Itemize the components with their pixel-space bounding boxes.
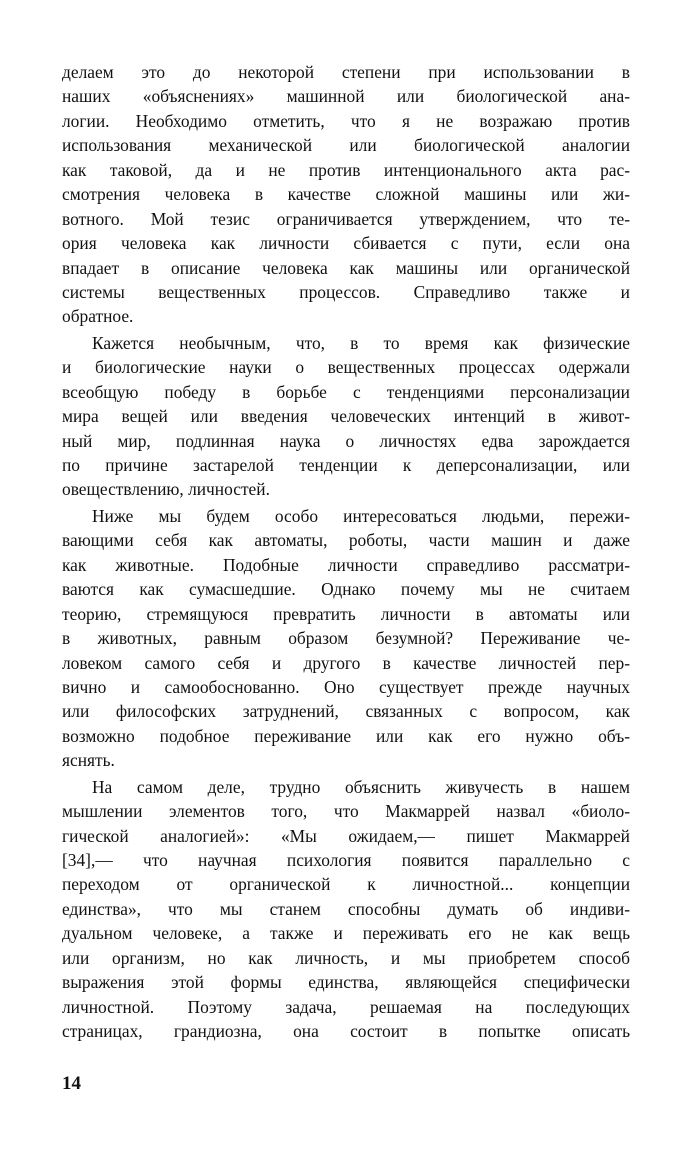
text-line: возможно подобное переживание или как его нужно объ- bbox=[62, 725, 630, 746]
text-line: наших «объяснениях» машинной или биологической ана- bbox=[62, 86, 630, 107]
text-line: в животных, равным образом безумной? Переживание че- bbox=[62, 628, 630, 649]
text-line: яснять. bbox=[62, 750, 115, 771]
text-line: делаем это до некоторой степени при использовании в bbox=[62, 62, 630, 82]
text-line: как животные. Подобные личности справедливо рассматри- bbox=[62, 554, 630, 575]
text-line: мира вещей или введения человеческих интенций в живот- bbox=[62, 406, 630, 427]
text-line: логии. Необходимо отметить, что я не возражаю против bbox=[62, 110, 630, 131]
text-line: системы вещественных процессов. Справедливо также и bbox=[62, 281, 630, 302]
text-line: Кажется необычным, что, в то время как физические bbox=[92, 332, 630, 353]
text-line: ваются как сумасшедшие. Однако почему мы не считаем bbox=[62, 579, 630, 600]
text-line: единства», что мы станем способны думать об индиви- bbox=[62, 898, 630, 919]
body-text bbox=[62, 60, 630, 1044]
text-line: как таковой, да и не против интенционального акта рас- bbox=[62, 159, 630, 180]
text-line: по причине застарелой тенденции к деперсонализации, или bbox=[62, 455, 630, 475]
text-line: теорию, стремящуюся превратить личности в автоматы или bbox=[62, 603, 630, 624]
text-line: Ниже мы будем особо интересоваться людьми, пережи- bbox=[92, 505, 630, 526]
text-line: вично и самообоснованно. Оно существует прежде научных bbox=[62, 676, 630, 697]
text-line: страницах, грандиозна, она состоит в попытке описать bbox=[62, 1021, 630, 1042]
text-line: дуальном человеке, а также и переживать его не как вещь bbox=[62, 923, 630, 944]
text-line: [34],— что научная психология появится параллельно с bbox=[62, 850, 630, 870]
text-line: выражения этой формы единства, являющейся специфически bbox=[62, 972, 630, 993]
text-line: всеобщую победу в борьбе с тенденциями персонализации bbox=[62, 381, 630, 402]
text-line: вотного. Мой тезис ограничивается утверждением, что те- bbox=[62, 208, 630, 229]
text-line: переходом от органической к личностной... концепции bbox=[62, 874, 630, 895]
text-line: овеществлению, личностей. bbox=[62, 479, 270, 500]
text-line: обратное. bbox=[62, 306, 134, 327]
text-line: гической аналогией»: «Мы ожидаем,— пишет Макмаррей bbox=[62, 825, 630, 846]
text-line: мышлении элементов того, что Макмаррей назвал «биоло- bbox=[62, 801, 630, 822]
text-line: смотрения человека в качестве сложной машины или жи- bbox=[62, 184, 630, 205]
text-line: или философских затруднений, связанных с вопросом, как bbox=[62, 701, 630, 722]
text-line: вающими себя как автоматы, роботы, части машин и даже bbox=[62, 530, 630, 551]
page-number: 14 bbox=[62, 1073, 81, 1094]
text-line: и биологические науки о вещественных процессах одержали bbox=[62, 357, 630, 378]
text-line: ный мир, подлинная наука о личностях едва зарождается bbox=[62, 430, 630, 451]
text-line: использования механической или биологической аналогии bbox=[62, 135, 630, 156]
text-line: впадает в описание человека как машины или органической bbox=[62, 257, 630, 278]
text-line: личностной. Поэтому задача, решаемая на последующих bbox=[62, 996, 630, 1017]
text-line: На самом деле, трудно объяснить живучесть в нашем bbox=[92, 776, 630, 797]
text-line: ория человека как личности сбивается с пути, если она bbox=[62, 233, 630, 254]
text-line: ловеком самого себя и другого в качестве личностей пер- bbox=[62, 652, 630, 673]
text-line: или организм, но как личность, и мы приобретем способ bbox=[62, 947, 630, 968]
